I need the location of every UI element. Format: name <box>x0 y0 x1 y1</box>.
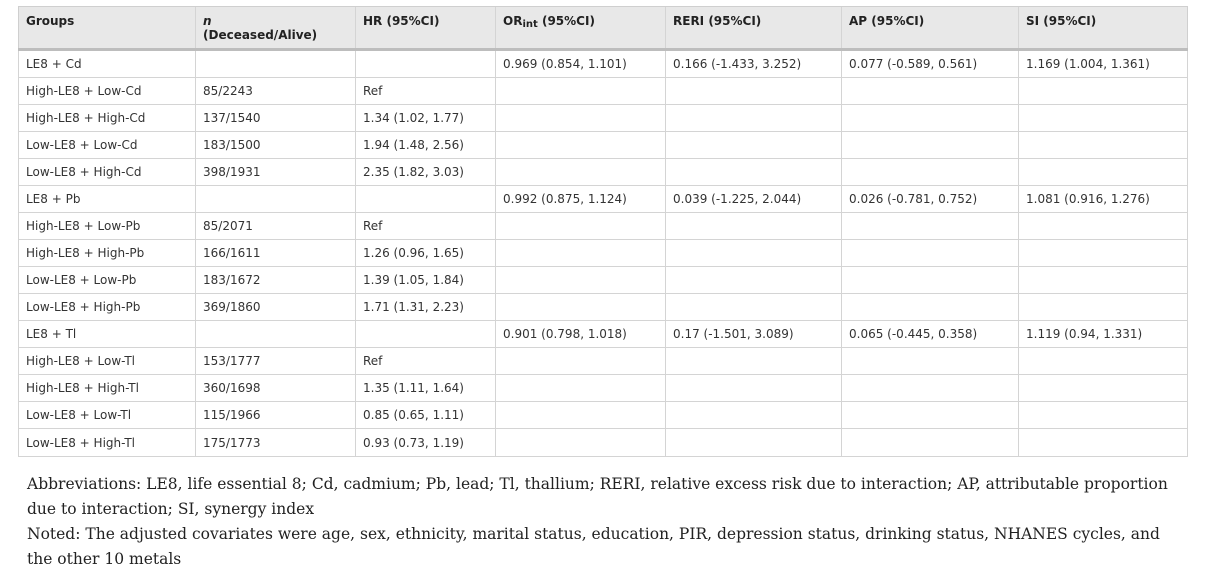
table-row <box>19 159 1188 186</box>
cell-hr: Ref <box>356 348 496 375</box>
cell-reri <box>666 348 842 375</box>
cell-hr: 1.26 (0.96, 1.65) <box>356 240 496 267</box>
results-table <box>18 6 1188 457</box>
cell-hr <box>356 186 496 213</box>
cell-si <box>1019 105 1188 132</box>
cell-hr: 0.93 (0.73, 1.19) <box>356 429 496 457</box>
header-orint-tail: (95%CI) <box>537 14 595 28</box>
cell-hr: Ref <box>356 213 496 240</box>
header-n-sub: (Deceased/Alive) <box>203 28 318 42</box>
cell-group: High-LE8 + Low-Cd <box>19 78 196 105</box>
cell-ap <box>842 213 1019 240</box>
cell-orint: 0.992 (0.875, 1.124) <box>496 186 666 213</box>
cell-n: 153/1777 <box>196 348 356 375</box>
cell-reri <box>666 132 842 159</box>
cell-ap: 0.065 (-0.445, 0.358) <box>842 321 1019 348</box>
cell-orint <box>496 159 666 186</box>
cell-group: Low-LE8 + High-Tl <box>19 429 196 457</box>
cell-group: High-LE8 + High-Tl <box>19 375 196 402</box>
cell-ap <box>842 375 1019 402</box>
cell-n: 137/1540 <box>196 105 356 132</box>
header-orint-sub: int <box>522 19 538 30</box>
cell-group: LE8 + Pb <box>19 186 196 213</box>
cell-hr: 2.35 (1.82, 3.03) <box>356 159 496 186</box>
table-row <box>19 294 1188 321</box>
header-si: SI (95%CI) <box>1019 7 1188 50</box>
abbreviations-note: Abbreviations: LE8, life essential 8; Cd, cadmium; Pb, lead; Tl, thallium; RERI, relative excess risk due to interaction; AP, attributable proportion due to interaction; SI, synergy index <box>27 475 1168 518</box>
cell-reri <box>666 213 842 240</box>
cell-reri: 0.039 (-1.225, 2.044) <box>666 186 842 213</box>
cell-reri <box>666 267 842 294</box>
cell-si <box>1019 402 1188 429</box>
cell-group: High-LE8 + Low-Tl <box>19 348 196 375</box>
cell-reri <box>666 429 842 457</box>
table-row <box>19 132 1188 159</box>
cell-hr: 1.35 (1.11, 1.64) <box>356 375 496 402</box>
cell-si <box>1019 348 1188 375</box>
cell-n <box>196 321 356 348</box>
cell-si <box>1019 132 1188 159</box>
cell-reri <box>666 375 842 402</box>
header-orint <box>496 7 666 50</box>
cell-n: 115/1966 <box>196 402 356 429</box>
cell-si <box>1019 78 1188 105</box>
table-row <box>19 402 1188 429</box>
cell-orint <box>496 132 666 159</box>
cell-hr <box>356 321 496 348</box>
cell-group: High-LE8 + Low-Pb <box>19 213 196 240</box>
cell-orint <box>496 348 666 375</box>
cell-n: 85/2071 <box>196 213 356 240</box>
cell-si: 1.119 (0.94, 1.331) <box>1019 321 1188 348</box>
cell-n: 183/1672 <box>196 267 356 294</box>
cell-orint <box>496 213 666 240</box>
cell-si <box>1019 213 1188 240</box>
cell-orint <box>496 429 666 457</box>
table-row <box>19 348 1188 375</box>
cell-orint <box>496 105 666 132</box>
cell-orint: 0.901 (0.798, 1.018) <box>496 321 666 348</box>
table-notes <box>27 472 1187 572</box>
table-body <box>19 50 1188 457</box>
cell-ap: 0.026 (-0.781, 0.752) <box>842 186 1019 213</box>
cell-orint <box>496 267 666 294</box>
cell-ap <box>842 348 1019 375</box>
cell-hr: 1.39 (1.05, 1.84) <box>356 267 496 294</box>
cell-ap <box>842 78 1019 105</box>
table-row <box>19 321 1188 348</box>
header-groups: Groups <box>19 7 196 50</box>
header-ap: AP (95%CI) <box>842 7 1019 50</box>
table-row <box>19 267 1188 294</box>
cell-n <box>196 186 356 213</box>
table-row <box>19 186 1188 213</box>
cell-n: 175/1773 <box>196 429 356 457</box>
cell-ap <box>842 240 1019 267</box>
header-row <box>19 7 1188 50</box>
table-row <box>19 105 1188 132</box>
cell-si: 1.169 (1.004, 1.361) <box>1019 50 1188 78</box>
cell-ap <box>842 105 1019 132</box>
cell-n: 398/1931 <box>196 159 356 186</box>
cell-orint <box>496 78 666 105</box>
cell-si: 1.081 (0.916, 1.276) <box>1019 186 1188 213</box>
cell-reri <box>666 159 842 186</box>
cell-hr: 1.34 (1.02, 1.77) <box>356 105 496 132</box>
header-n <box>196 7 356 50</box>
table-row <box>19 50 1188 78</box>
cell-ap <box>842 294 1019 321</box>
cell-hr: Ref <box>356 78 496 105</box>
header-hr: HR (95%CI) <box>356 7 496 50</box>
cell-group: Low-LE8 + High-Pb <box>19 294 196 321</box>
cell-n: 360/1698 <box>196 375 356 402</box>
cell-n: 183/1500 <box>196 132 356 159</box>
cell-group: Low-LE8 + High-Cd <box>19 159 196 186</box>
header-reri: RERI (95%CI) <box>666 7 842 50</box>
cell-ap <box>842 132 1019 159</box>
table-row <box>19 429 1188 457</box>
cell-n: 85/2243 <box>196 78 356 105</box>
cell-group: LE8 + Cd <box>19 50 196 78</box>
cell-ap <box>842 159 1019 186</box>
cell-reri <box>666 402 842 429</box>
cell-group: High-LE8 + High-Pb <box>19 240 196 267</box>
covariates-note: Noted: The adjusted covariates were age, sex, ethnicity, marital status, education, PIR, depression status, drinking status, NHANES cycles, and the other 10 metals <box>27 525 1160 568</box>
cell-si <box>1019 375 1188 402</box>
cell-ap <box>842 429 1019 457</box>
cell-group: Low-LE8 + Low-Tl <box>19 402 196 429</box>
cell-ap <box>842 267 1019 294</box>
cell-group: Low-LE8 + Low-Pb <box>19 267 196 294</box>
cell-reri <box>666 240 842 267</box>
cell-reri: 0.17 (-1.501, 3.089) <box>666 321 842 348</box>
cell-si <box>1019 294 1188 321</box>
cell-group: LE8 + Tl <box>19 321 196 348</box>
cell-group: High-LE8 + High-Cd <box>19 105 196 132</box>
cell-orint <box>496 240 666 267</box>
cell-hr: 1.94 (1.48, 2.56) <box>356 132 496 159</box>
cell-n: 166/1611 <box>196 240 356 267</box>
table-row <box>19 240 1188 267</box>
table-row <box>19 375 1188 402</box>
cell-orint <box>496 294 666 321</box>
table-row <box>19 78 1188 105</box>
cell-orint <box>496 402 666 429</box>
cell-hr: 0.85 (0.65, 1.11) <box>356 402 496 429</box>
header-orint-main: OR <box>503 14 523 28</box>
cell-si <box>1019 240 1188 267</box>
header-n-label: n <box>203 14 212 28</box>
cell-si <box>1019 159 1188 186</box>
cell-n: 369/1860 <box>196 294 356 321</box>
cell-reri <box>666 105 842 132</box>
cell-reri <box>666 78 842 105</box>
cell-group: Low-LE8 + Low-Cd <box>19 132 196 159</box>
cell-hr <box>356 50 496 78</box>
table-header <box>19 7 1188 50</box>
cell-reri <box>666 294 842 321</box>
table-row <box>19 213 1188 240</box>
cell-ap <box>842 402 1019 429</box>
cell-orint <box>496 375 666 402</box>
cell-ap: 0.077 (-0.589, 0.561) <box>842 50 1019 78</box>
cell-n <box>196 50 356 78</box>
cell-reri: 0.166 (-1.433, 3.252) <box>666 50 842 78</box>
cell-hr: 1.71 (1.31, 2.23) <box>356 294 496 321</box>
cell-si <box>1019 267 1188 294</box>
cell-orint: 0.969 (0.854, 1.101) <box>496 50 666 78</box>
cell-si <box>1019 429 1188 457</box>
